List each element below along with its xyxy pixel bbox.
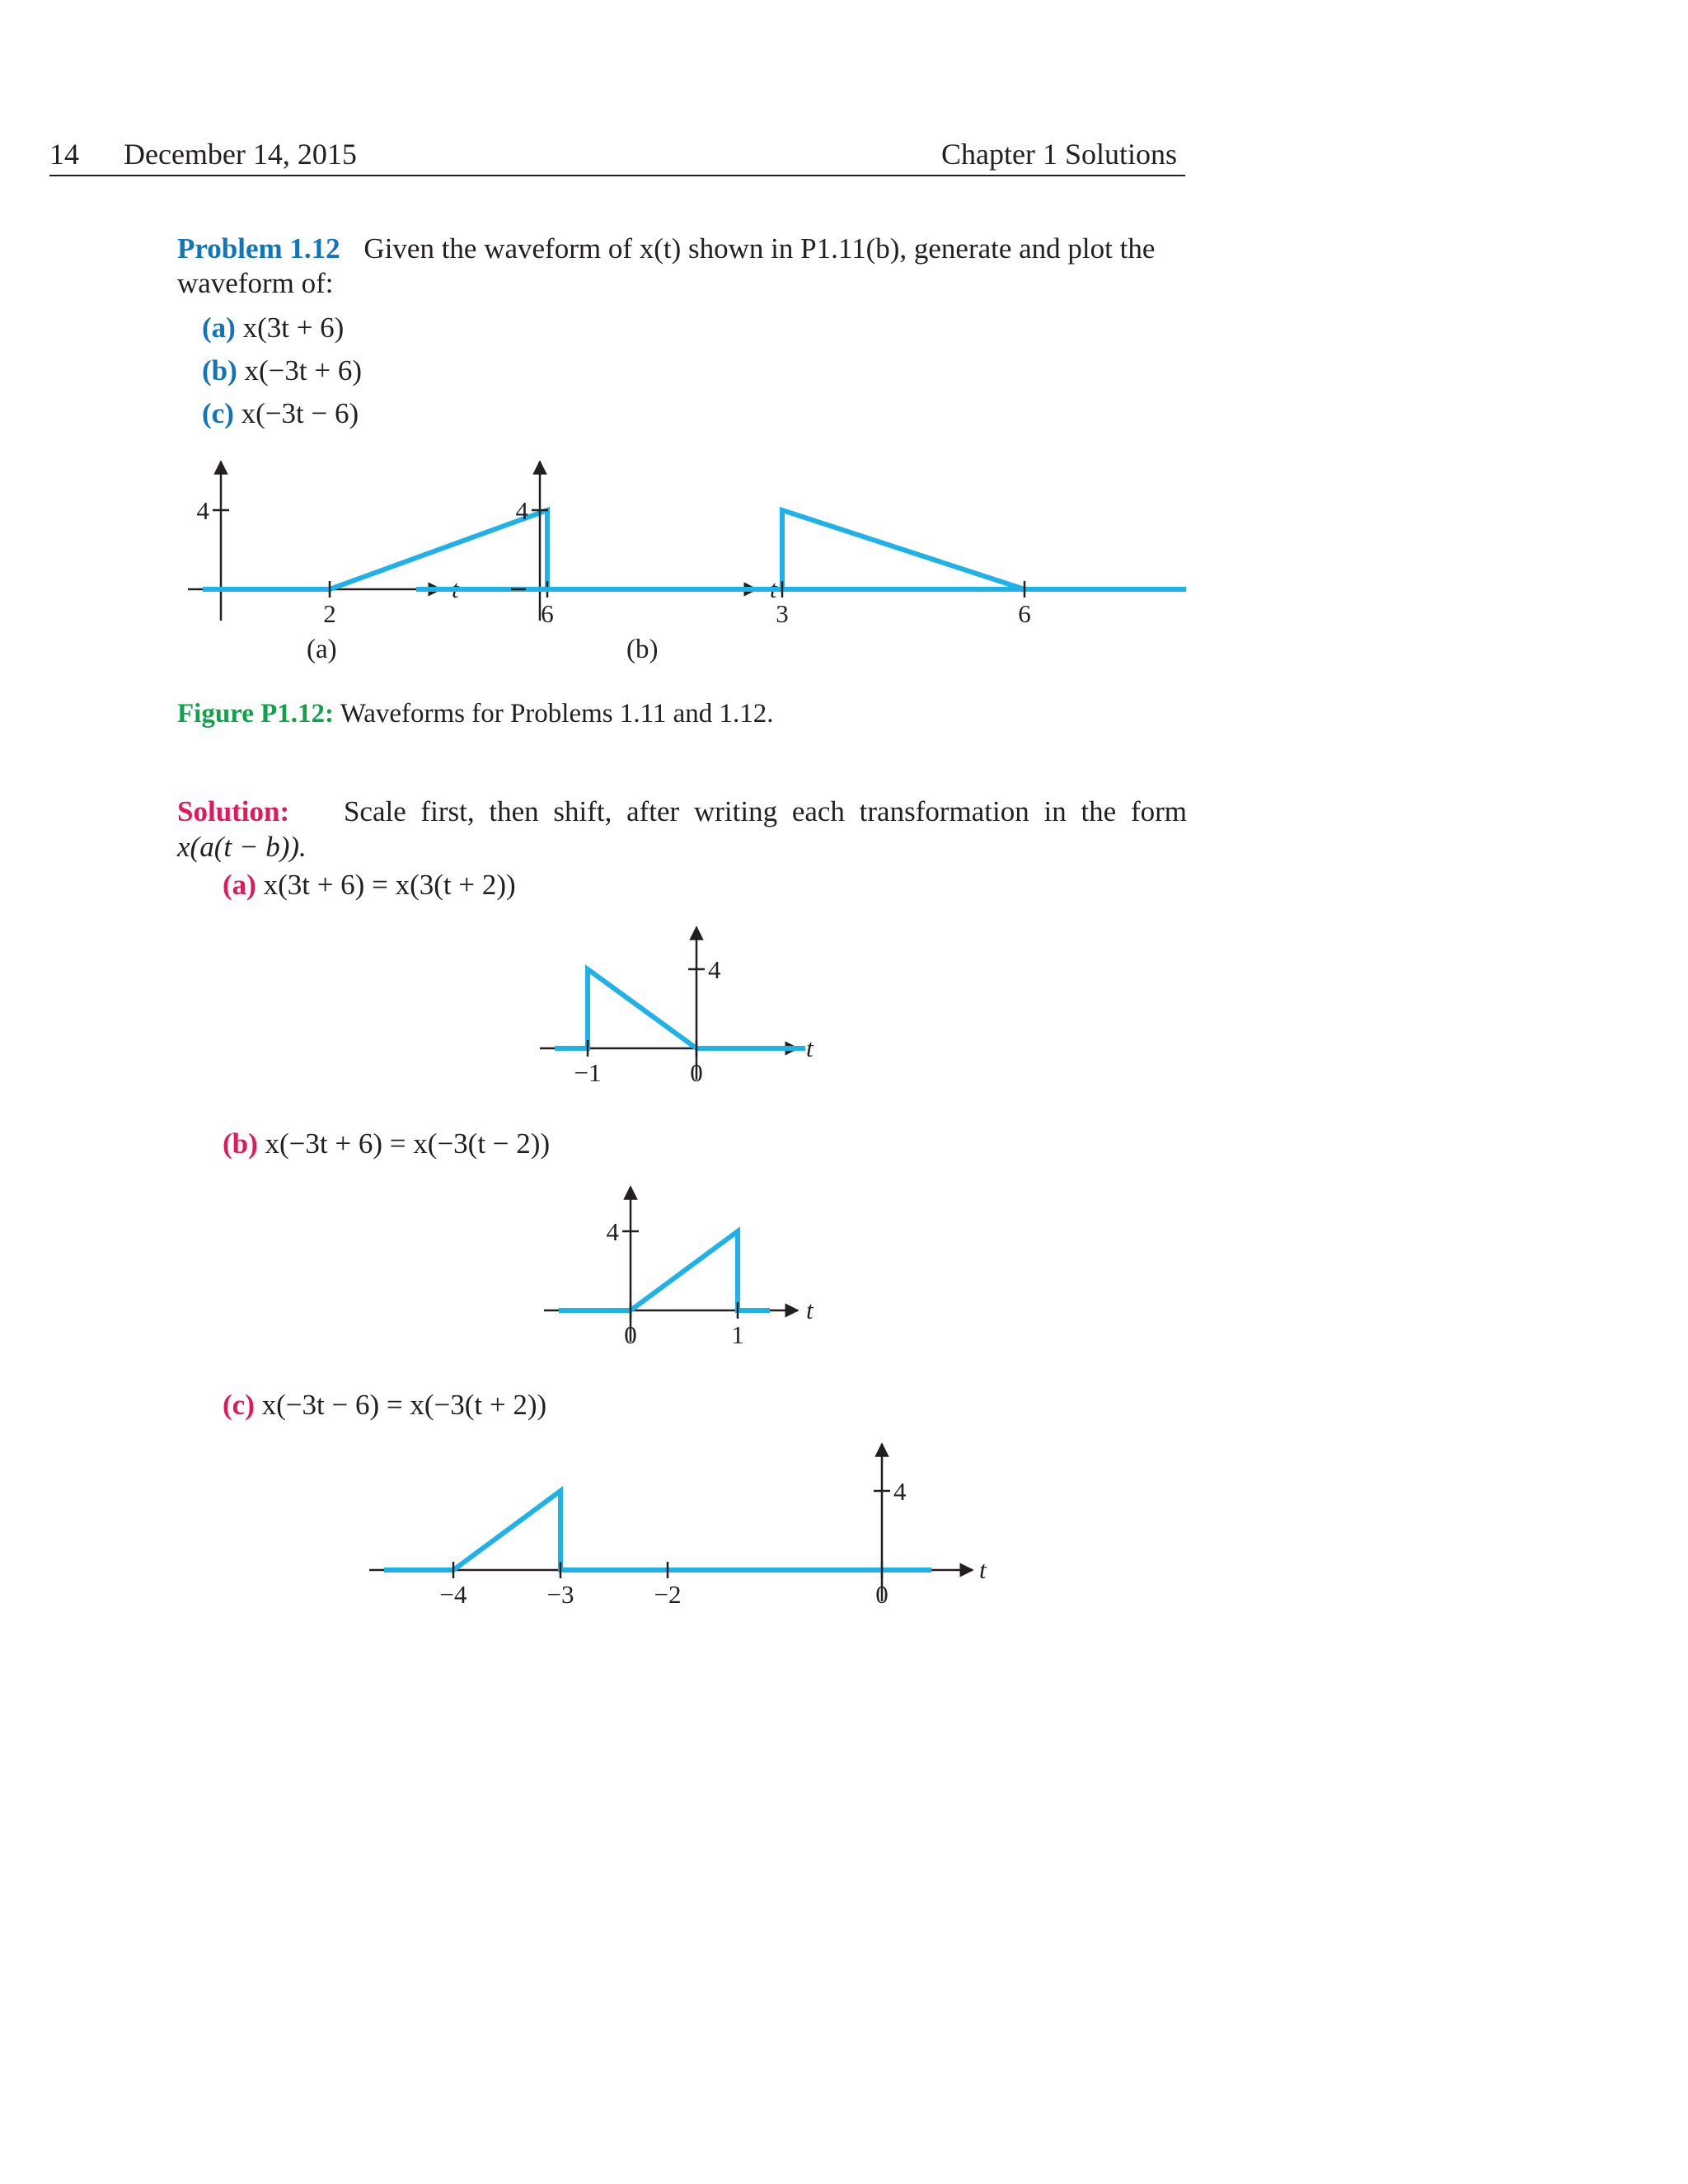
sol-a-label: (a) bbox=[223, 869, 256, 901]
solution-label: Solution: bbox=[177, 795, 290, 827]
figure-panel-a-label: (a) bbox=[307, 635, 337, 664]
y-tick-label: 4 bbox=[893, 1477, 907, 1506]
waveform-line bbox=[384, 1491, 931, 1570]
sol-b-expr: x(−3t + 6) = x(−3(t − 2)) bbox=[265, 1127, 551, 1160]
waveform-line bbox=[559, 1231, 770, 1310]
x-tick-label: 1 bbox=[731, 1320, 744, 1349]
plot-figure-a bbox=[188, 462, 656, 628]
plot-solution-b bbox=[544, 1187, 814, 1349]
x-tick-label: −1 bbox=[574, 1058, 602, 1087]
solution-text: Scale first, then shift, after writing each transformation in the form bbox=[343, 795, 1187, 827]
x-tick-label: −3 bbox=[546, 1580, 574, 1609]
y-tick-label: 4 bbox=[708, 955, 721, 984]
part-b-expr: x(−3t + 6) bbox=[244, 354, 363, 387]
figure-caption-text: Waveforms for Problems 1.11 and 1.12. bbox=[340, 699, 774, 729]
x-tick-label: 0 bbox=[875, 1580, 889, 1609]
part-a-expr: x(3t + 6) bbox=[242, 312, 345, 344]
x-axis-label: t bbox=[806, 1033, 814, 1062]
y-tick-label: 4 bbox=[196, 496, 209, 525]
x-tick-label: −2 bbox=[654, 1580, 682, 1609]
header-chapter: Chapter 1 Solutions bbox=[941, 138, 1177, 171]
problem-text: Given the waveform of x(t) shown in P1.11(b), generate and plot the bbox=[363, 232, 1156, 265]
x-axis-label: t bbox=[806, 1296, 814, 1324]
x-tick-label: 6 bbox=[541, 599, 554, 628]
plot-figure-b bbox=[511, 462, 1186, 628]
sol-c-label: (c) bbox=[223, 1389, 255, 1421]
header-date: December 14, 2015 bbox=[124, 138, 357, 171]
x-axis-label: t bbox=[979, 1555, 987, 1584]
page-number: 14 bbox=[49, 138, 79, 171]
sol-a-expr: x(3t + 6) = x(3(t + 2)) bbox=[263, 869, 516, 901]
y-tick-label: 4 bbox=[515, 496, 528, 525]
waveform-line bbox=[555, 969, 805, 1048]
solution-line-2: x(a(t − b)). bbox=[177, 831, 307, 863]
x-tick-label: 6 bbox=[1018, 599, 1031, 628]
x-axis-label: t bbox=[452, 574, 459, 603]
plot-solution-a bbox=[540, 927, 814, 1087]
part-c-label: (c) bbox=[202, 397, 234, 429]
y-tick-label: 4 bbox=[606, 1217, 619, 1246]
part-b-label: (b) bbox=[202, 354, 237, 387]
plot-solution-c bbox=[369, 1444, 987, 1609]
part-c-expr: x(−3t − 6) bbox=[241, 397, 359, 429]
x-tick-label: 3 bbox=[776, 599, 789, 628]
problem-label: Problem 1.12 bbox=[177, 232, 340, 265]
sol-c-expr: x(−3t − 6) = x(−3(t + 2)) bbox=[261, 1389, 547, 1421]
waveform-line bbox=[526, 510, 1186, 589]
x-axis-label: t bbox=[770, 574, 777, 603]
part-a-label: (a) bbox=[202, 312, 236, 344]
problem-line-2: waveform of: bbox=[177, 267, 334, 299]
x-tick-label: 2 bbox=[323, 599, 336, 628]
x-tick-label: −4 bbox=[439, 1580, 467, 1609]
figure-panel-b-label: (b) bbox=[626, 635, 659, 664]
x-tick-label: 0 bbox=[624, 1320, 637, 1349]
sol-b-label: (b) bbox=[223, 1127, 258, 1160]
waveform-line bbox=[203, 510, 656, 589]
figure-caption-label: Figure P1.12: bbox=[177, 699, 335, 729]
x-tick-label: 0 bbox=[690, 1058, 703, 1087]
